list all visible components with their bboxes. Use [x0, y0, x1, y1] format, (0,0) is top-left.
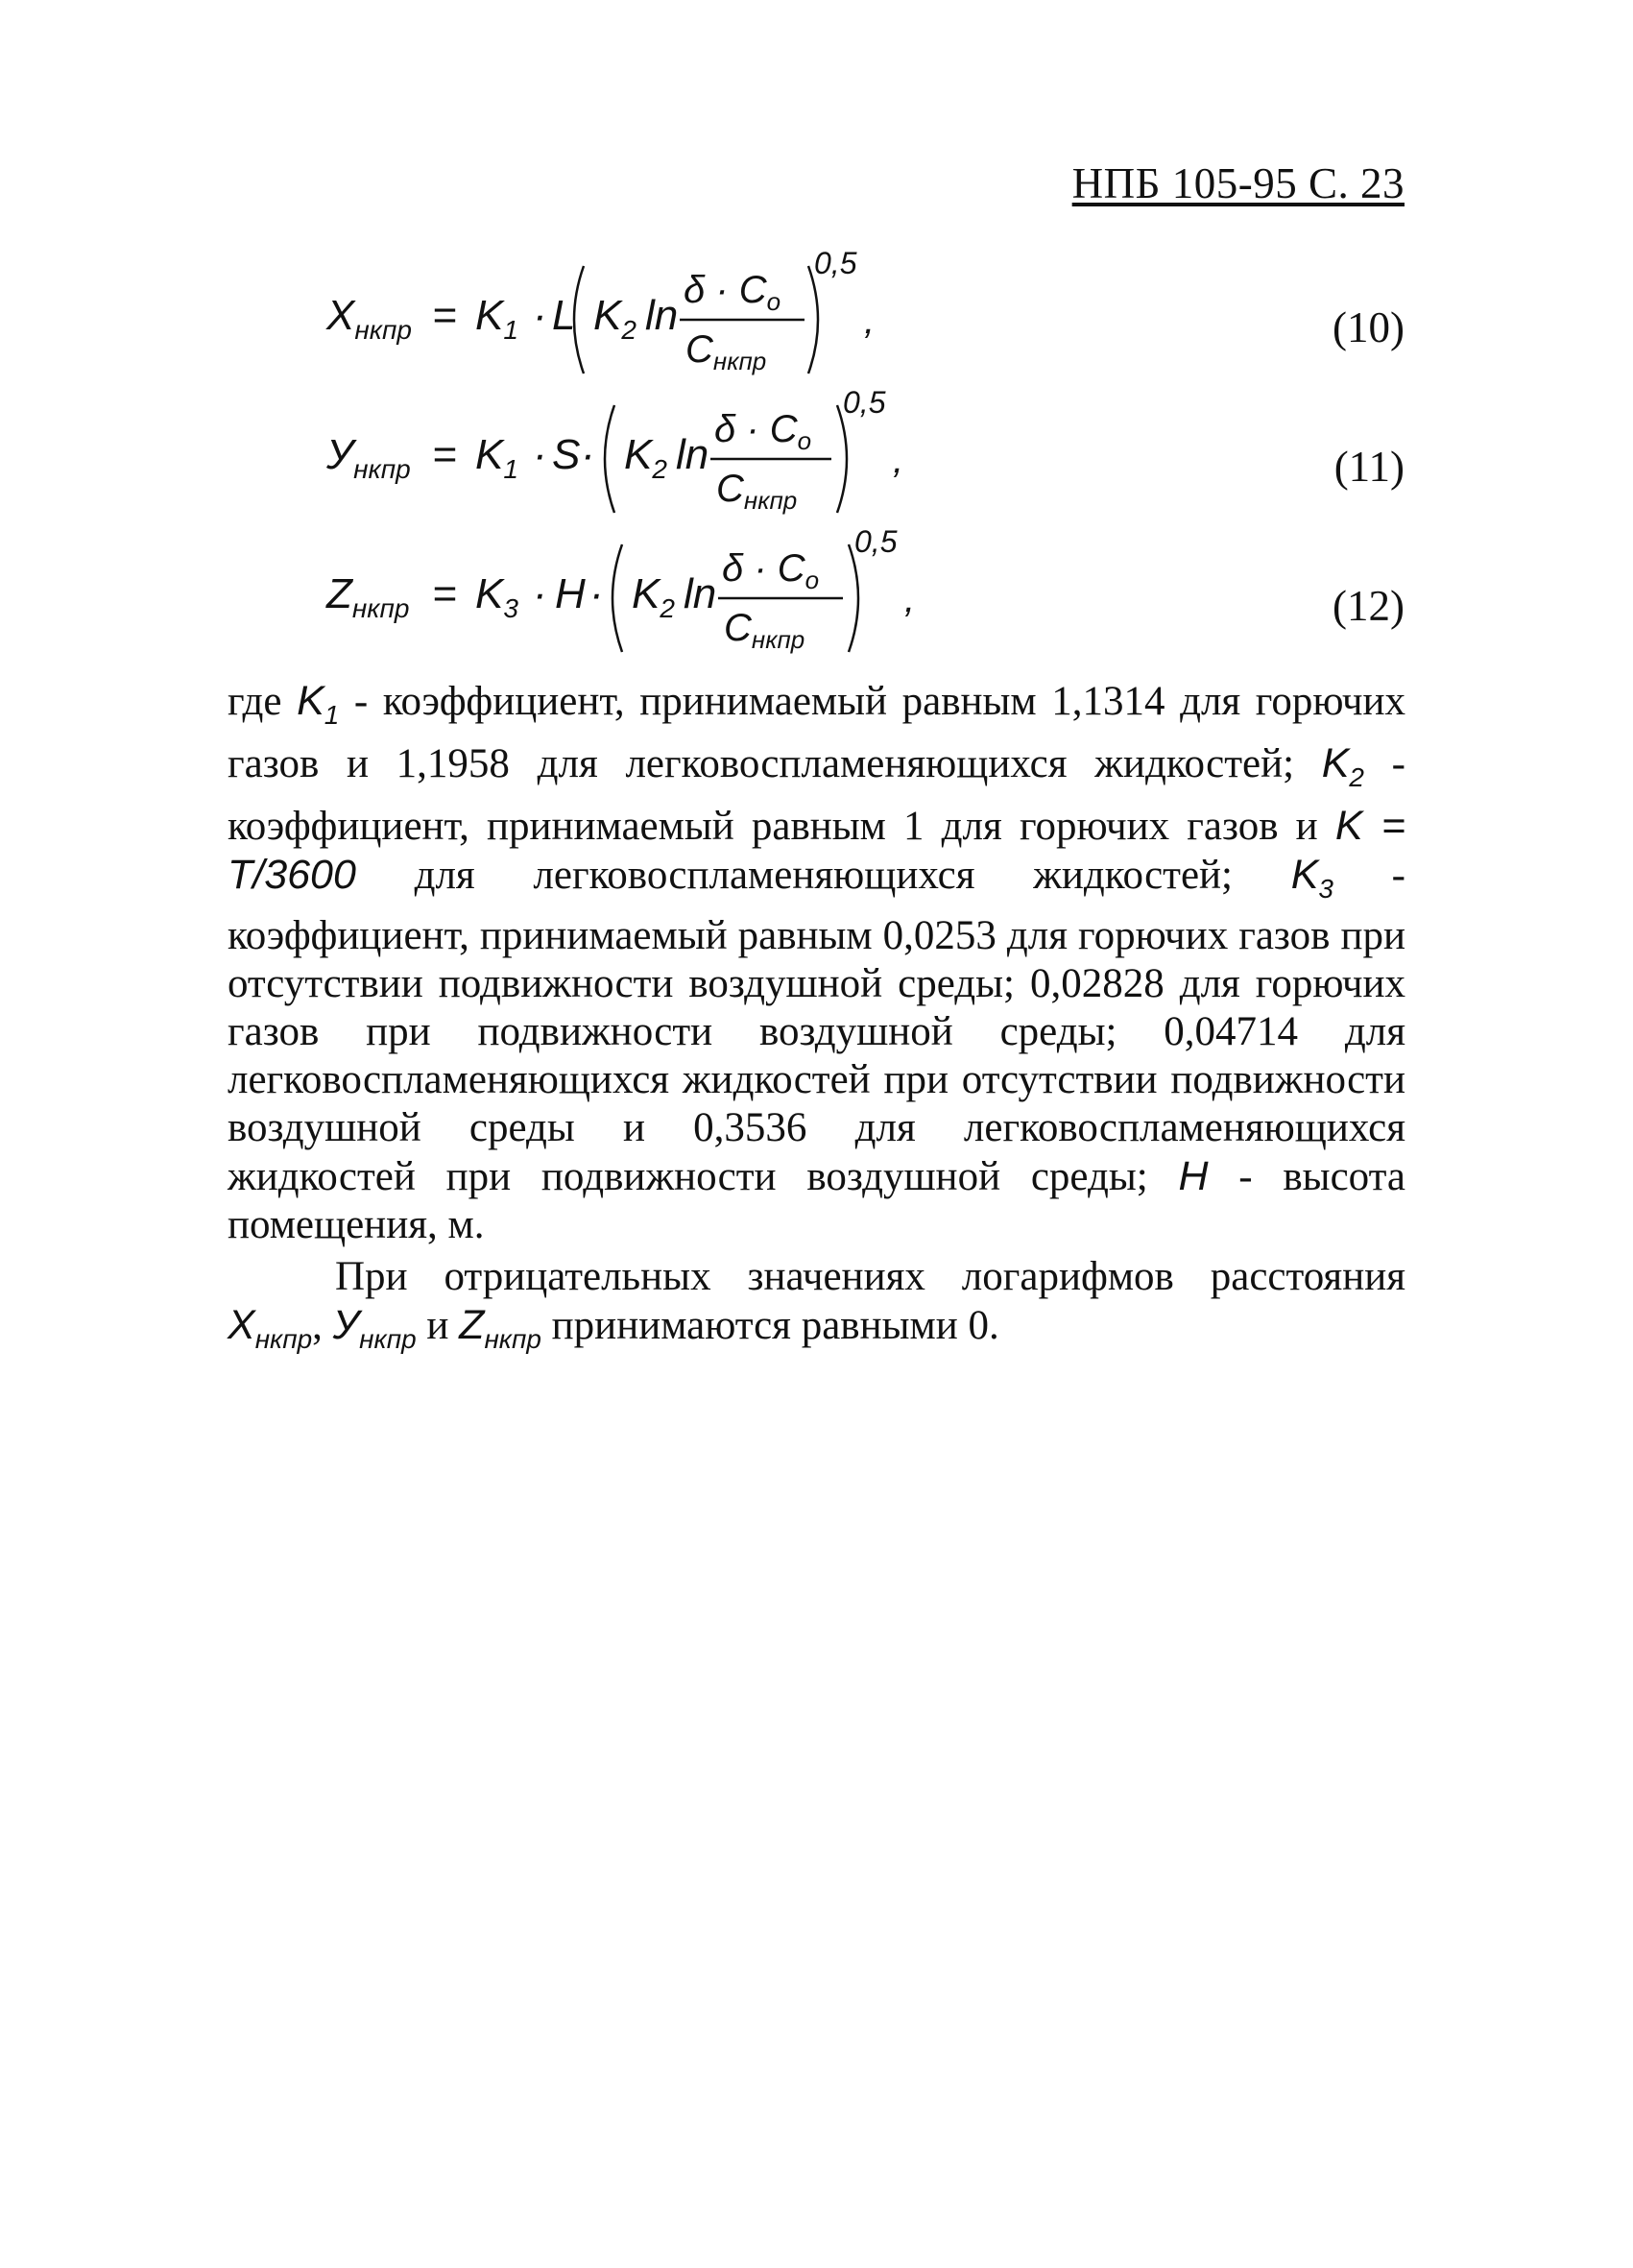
eq-denominator: $C_{нкпр}$	[716, 468, 798, 515]
eq-lhs: $У_{нкпр}$	[326, 431, 411, 484]
eq-numerator: $\delta \cdot C_o$	[684, 269, 781, 316]
eq-comma: ,	[904, 578, 916, 620]
eq-ln: ln	[676, 431, 709, 478]
var-k2: $K_2$	[1321, 739, 1364, 792]
equation-number: (10)	[1333, 303, 1405, 351]
eq-exponent: 0,5	[843, 385, 886, 420]
eq-k2: $K_2$	[632, 570, 675, 623]
var-k1: $K_1$	[297, 678, 340, 730]
eq-denominator: $C_{нкпр}$	[724, 607, 805, 654]
eq-ln: ln	[684, 570, 717, 617]
page-header: НПБ 105-95 С. 23	[1071, 159, 1405, 207]
paragraph-definitions: где $K_1$ - коэффициент, принимаемый равным 1,1314 для горючих газов и 1,1958 для легковоспламеняющихся жидкостей; $K_2$ - коэффициент, принимаемый равным 1 для горючих газов и K = T/3600 для легковоспламеняющихся жидкостей; $K_3$ - коэффициент, принимаемый равным 0,0253 для горючих газов при отсутствии подвижности воздушной среды; 0,02828 для горючих газов при подвижности воздушной среды; 0,04714 для легковоспламеняющихся жидкостей при отсутствии подвижности воздушной среды и 0,3536 для легковоспламеняющихся жидкостей при подвижности воздушной среды; H - высота помещения, м.	[228, 678, 1405, 1248]
eq-comma: ,	[893, 439, 904, 481]
right-paren	[837, 405, 847, 513]
right-paren	[808, 266, 818, 374]
eq-k: $K_1$	[475, 431, 518, 484]
eq-dot1: ·	[533, 570, 547, 617]
equation-number: (12)	[1333, 582, 1405, 630]
eq-equals: =	[432, 570, 457, 617]
eq-k: $K_1$	[475, 292, 518, 345]
eq-k2: $K_2$	[593, 292, 636, 345]
eq-dot1: ·	[533, 292, 547, 339]
left-paren	[605, 405, 614, 513]
var-z: $Z_{нкпр}$	[459, 1302, 541, 1355]
var-h: H	[1178, 1153, 1209, 1200]
equation-number: (11)	[1333, 443, 1405, 491]
var-k3: $K_3$	[1290, 851, 1333, 904]
left-paren	[612, 544, 622, 652]
eq-factor: S	[552, 431, 581, 478]
var-y: $У_{нкпр}$	[332, 1302, 417, 1355]
eq-comma: ,	[864, 300, 876, 342]
eq-dot2: ·	[589, 570, 604, 617]
eq-factor: H	[555, 570, 586, 617]
left-paren	[574, 266, 584, 374]
equation-11	[0, 384, 1633, 528]
eq-numerator: $\delta \cdot C_o$	[722, 547, 820, 594]
eq-ln: ln	[645, 292, 679, 339]
eq-numerator: $\delta \cdot C_o$	[714, 408, 812, 455]
eq-factor: L	[552, 292, 576, 339]
eq-lhs: $X_{нкпр}$	[326, 292, 412, 345]
eq-exponent: 0,5	[854, 524, 898, 559]
body-text	[228, 677, 1405, 1363]
eq-exponent: 0,5	[814, 246, 857, 280]
eq-denominator: $C_{нкпр}$	[685, 328, 767, 375]
eq-k2: $K_2$	[624, 431, 667, 484]
paragraph-negative-log: При отрицательных значениях логарифмов расстояния $X_{нкпр}$, $У_{нкпр}$ и $Z_{нкпр}$ принимаются равными 0.	[228, 1254, 1405, 1355]
eq-dot2: ·	[581, 431, 595, 478]
var-k-formula: K = T/3600	[228, 802, 1405, 898]
eq-lhs: $Z_{нкпр}$	[326, 570, 410, 623]
right-paren	[849, 544, 858, 652]
eq-k: $K_3$	[475, 570, 518, 623]
eq-equals: =	[432, 431, 457, 478]
eq-dot1: ·	[533, 431, 547, 478]
equation-10	[0, 245, 1633, 389]
var-x: $X_{нкпр}$	[228, 1302, 313, 1355]
equation-12	[0, 523, 1633, 667]
eq-equals: =	[432, 292, 457, 339]
